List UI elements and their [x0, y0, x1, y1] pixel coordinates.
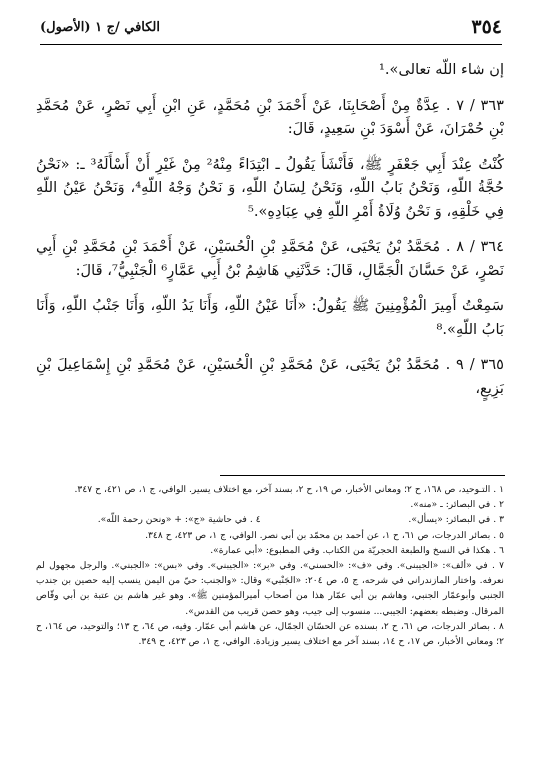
footnote-pair	[36, 512, 504, 527]
page-header	[40, 14, 502, 45]
footnotes	[36, 482, 504, 649]
page-number: ٣٥٤	[471, 16, 502, 38]
footnote: ٥ . بصائر الدرجات، ص ٦١، ح ١، عن أحمد بن محمّد بن أبي نصر. الوافي، ج ١، ص ٤٢٣، ح ٣٤٨.	[145, 529, 504, 541]
footnote: ٨ . بصائر الدرجات، ص ٦١، ح ٢، بسنده عن الحسّان الجمّال، عن هاشم أبي عمّار. وفيه، ص ٦٤، ح ١٣؛ والتوحيد، ص ١٦٤، ح ٢؛ ومعاني الأخبار، ص ١٧، ح ١٤، بسند آخر مع اختلاف يسير وزيادة. الوافي، ج ١، ص ٤٢٣، ح ٣٤٩.	[36, 620, 504, 648]
hadith-text: كُنْتُ عِنْدَ أَبِي جَعْفَرٍ ﷺ، فَأَنْشَأَ يَقُولُ ـ ابْتِدَاءً مِنْهُ² مِنْ غَيْرِ أَنْ أَسْأَلَهُ³ ـ: «نَحْنُ حُجَّةُ اللّهِ، وَنَحْنُ بَابُ اللّهِ، وَنَحْنُ لِسَانُ اللّهِ، وَ نَحْنُ وَجْهُ اللّهِ⁴، وَنَحْنُ عَيْنُ اللّهِ فِي خَلْقِهِ، وَ نَحْنُ وُلَاةُ أَمْرِ اللّهِ فِي عِبَادِهِ».⁵	[36, 155, 504, 220]
footnote: ٤ . في حاشية «ج»: + «ونحن رحمة اللّه».	[97, 514, 261, 526]
main-text	[36, 58, 504, 412]
hadith-chain: ٣٦٥ / ٩ . مُحَمَّدُ بْنُ يَحْيَى، عَنْ مُحَمَّدِ بْنِ الْحُسَيْنِ، عَنْ مُحَمَّدِ بْنِ إِسْمَاعِيلَ بْنِ بَزِيعٍ،	[36, 356, 504, 397]
footnote: ٢ . في البصائر: ـ «منه».	[410, 499, 504, 511]
hadith-chain: ٣٦٣ / ٧ . عِدَّةٌ مِنْ أَصْحَابِنَا، عَنْ أَحْمَدَ بْنِ مُحَمَّدٍ، عَنِ ابْنِ أَبِي نَصْرٍ، عَنْ مُحَمَّدِ بْنِ حُمْرَانَ، عَنْ أَسْوَدَ بْنِ سَعِيدٍ، قَالَ:	[36, 96, 504, 137]
footnote: ٦ . هكذا في النسخ والطبعة الحجريّة من الكتاب. وفي المطبوع: «أبي عمارة».	[210, 544, 504, 556]
footnote: ١ . التـوحيد، ص ١٦٨، ح ٢؛ ومعاني الأخبار، ص ١٩، ح ٢، بسند آخر، مع اختلاف يسير. الوافي، ج ١، ص ٤٢١، ح ٣٤٧.	[74, 484, 504, 495]
hadith-chain: ٣٦٤ / ٨ . مُحَمَّدُ بْنُ يَحْيَى، عَنْ مُحَمَّدِ بْنِ الْحُسَيْنِ، عَنْ أَحْمَدَ بْنِ مُحَمَّدِ بْنِ أَبِي نَصْرٍ، عَنْ حَسَّانَ الْجَمَّالِ، قَالَ: حَدَّثَنِي هَاشِمُ بْنُ أَبِي عَمَّارٍ⁶ الْجَنْبِيُّ⁷، قَالَ:	[36, 238, 504, 279]
footnote: ٣ . في البصائر: «يسأل».	[408, 514, 504, 526]
footnote-divider	[220, 475, 505, 476]
hadith-text: سَمِعْتُ أَمِيرَ الْمُؤْمِنِينَ ﷺ يَقُولُ: «أَنَا عَيْنُ اللّهِ، وَأَنَا يَدُ اللّهِ، وَأَنَا جَنْبُ اللّهِ، وَأَنَا بَابُ اللّهِ».⁸	[36, 297, 504, 338]
paragraph: إن شاء اللّه تعالى».¹	[379, 61, 504, 78]
footnote: ٧ . في «ألف»: «الجيبنى». وفي «ف»: «الحسني». وفي «بر»: «الجيبني». وفي «بس»: «الجبني». والرجل مجهول لم نعرفه. واختار المازندراني في شرحه، ج ٥، ص ٢٠٤: «الجَنْبي» وقال: «والجنب: حيّ من اليمن ينسب إليه حصين بن جندب الجنبي وأبوعمّار الجنبي، وهاشم بن أبي عمّار هذا من أصحاب أميرالمؤمنين ﷺ». وهو غير هاشم بن عتبة بن أبي وقّاص المرقال. وضبطه بعضهم: الجيبي... منسوب إلى جيب، وهو حصن قريب من القدس».	[36, 560, 504, 617]
running-title: الكافي /ج ١ (الأصول)	[40, 20, 161, 35]
